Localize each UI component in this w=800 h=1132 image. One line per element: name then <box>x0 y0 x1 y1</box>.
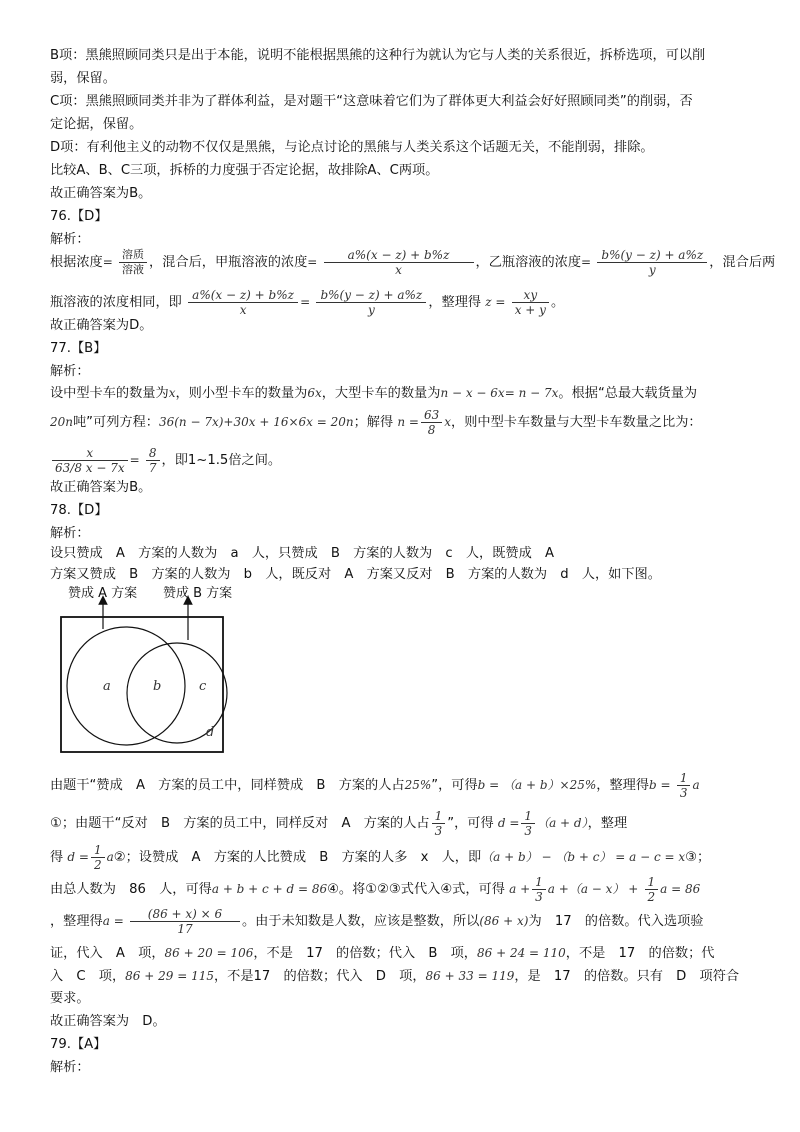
one-third-fraction: $\frac{1}{3}$ <box>432 809 446 838</box>
a-fraction: $\frac{(86 + x) \times 6}{17}$ <box>130 907 240 936</box>
ratio-fraction: $\frac{x}{63/8 x - 7x}$ <box>52 446 128 475</box>
text-line: 故正确答案为B。 <box>50 186 152 201</box>
analysis-heading: 解析： <box>50 1060 90 1075</box>
circle-a <box>67 627 185 745</box>
one-half-fraction: $\frac{1}{2}$ <box>91 843 105 872</box>
region-c: c <box>199 679 207 694</box>
text-line: D项：有利他主义的动物不仅仅是黑熊，与论点讨论的黑熊与人类关系这个话题无关，不能削弱，排除。 <box>50 140 654 155</box>
question-number: 77.【B】 <box>50 341 107 356</box>
text-line: 方案又赞成 B 方案的人数为 b 人，既反对 A 方案又反对 B 方案的人数为 d 人，如下图。 <box>50 567 661 582</box>
q78-line-2: ①；由题干“反对 B 方案的员工中，同样反对 A 方案的人占 $\frac{1}{3}$ ”，可得 d = $\frac{1}{3}$ （a + d），整理 <box>50 808 628 838</box>
jia-fraction-2: $\frac{a\%(x - z) + b\%z}{x}$ <box>188 288 298 317</box>
one-third-fraction: $\frac{1}{3}$ <box>677 771 691 800</box>
text-line: 设只赞成 A 方案的人数为 a 人，只赞成 B 方案的人数为 c 人，既赞成 A <box>50 546 554 561</box>
jia-fraction: $\frac{a\%(x - z) + b\%z}{x}$ <box>324 248 474 277</box>
q78-line-7: 入 C 项，86 + 29 = 115，不是17 的倍数；代入 D 项，86 + 33 = 119，是 17 的倍数。只有 D 项符合 <box>50 969 740 984</box>
text-line: 要求。 <box>50 991 90 1006</box>
yi-fraction: $\frac{b\%(y - z) + a\%z}{y}$ <box>597 248 707 277</box>
q77-line-1: 设中型卡车的数量为x，则小型卡车的数量为6x，大型卡车的数量为n − x − 6x= n − 7x。根据“总最大载货量为 <box>50 386 698 401</box>
region-a: a <box>103 679 111 694</box>
q78-line-4: 由总人数为 86 人，可得a + b + c + d = 86④。将①②③式代入④式，可得 a + $\frac{1}{3}$ a +（a − x） + $\frac{1}{2}$ a = 86 <box>50 874 701 904</box>
text-line: 故正确答案为B。 <box>50 480 152 495</box>
analysis-heading: 解析： <box>50 232 90 247</box>
yi-fraction-2: $\frac{b\%(y - z) + a\%z}{y}$ <box>316 288 426 317</box>
one-half-fraction: $\frac{1}{2}$ <box>645 875 659 904</box>
label-support-a: 赞成 A 方案 <box>68 586 138 601</box>
region-d: d <box>206 725 215 740</box>
venn-diagram <box>50 582 250 762</box>
one-third-fraction: $\frac{1}{3}$ <box>532 875 546 904</box>
question-number: 76.【D】 <box>50 209 108 224</box>
question-number: 79.【A】 <box>50 1037 107 1052</box>
text-line: 弱，保留。 <box>50 71 116 86</box>
concentration-fraction: $\frac{\text{溶质}}{\text{溶液}}$ <box>119 248 147 277</box>
q77-line-2: 20n吨”可列方程：36(n − 7x)+30x + 16×6x = 20n；解得 n = $\frac{63}{8}$ x，则中型卡车数量与大型卡车数量之比为： <box>50 407 702 437</box>
region-b: b <box>153 679 162 694</box>
q76-line-2: 瓶溶液的浓度相同，即 $\frac{a\%(x - z) + b\%z}{x}$ = $\frac{b\%(y - z) + a\%z}{y}$ ，整理得 z = $\frac{xy}{x + y}$ 。 <box>50 287 565 317</box>
question-number: 78.【D】 <box>50 503 108 518</box>
z-fraction: $\frac{xy}{x + y}$ <box>512 288 549 317</box>
answer-fraction: $\frac{8}{7}$ <box>146 446 160 475</box>
q78-line-1: 由题干“赞成 A 方案的员工中，同样赞成 B 方案的人占25%”，可得b = （a + b）×25%，整理得b = $\frac{1}{3}$ a <box>50 770 700 800</box>
text-line: 故正确答案为D。 <box>50 318 153 333</box>
q78-line-6: 证，代入 A 项，86 + 20 = 106，不是 17 的倍数；代入 B 项，86 + 24 = 110，不是 17 的倍数；代 <box>50 946 715 961</box>
analysis-heading: 解析： <box>50 526 90 541</box>
n-fraction: $\frac{63}{8}$ <box>421 408 442 437</box>
one-third-fraction: $\frac{1}{3}$ <box>521 809 535 838</box>
q78-line-5: ，整理得a = $\frac{(86 + x) \times 6}{17}$ 。由于未知数是人数，应该是整数，所以(86 + x)为 17 的倍数。代入选项验 <box>50 906 704 936</box>
text-line: 定论据，保留。 <box>50 117 143 132</box>
text-line: C项：黑熊照顾同类并非为了群体利益，是对题干“这意味着它们为了群体更大利益会好好照顾同类”的削弱，否 <box>50 94 693 109</box>
q77-line-3: $\frac{x}{63/8 x - 7x}$ = $\frac{8}{7}$ ，即1~1.5倍之间。 <box>50 440 762 481</box>
text-line: 故正确答案为 D。 <box>50 1014 166 1029</box>
analysis-heading: 解析： <box>50 364 90 379</box>
q76-line-1: 根据浓度= $\frac{\text{溶质}}{\text{溶液}}$ ，混合后，甲瓶溶液的浓度= $\frac{a\%(x - z) + b\%z}{x}$ ，乙瓶溶液的浓度= $\frac{b\%(y - z) + a\%z}{y}$ ，混合后两 <box>50 247 776 277</box>
text-line: B项：黑熊照顾同类只是出于本能，说明不能根据黑熊的这种行为就认为它与人类的关系很近，拆桥选项，可以削 <box>50 48 706 63</box>
q78-line-3: 得 d = $\frac{1}{2}$ a②；设赞成 A 方案的人比赞成 B 方案的人多 x 人，即（a + b） − （b + c） = a − c = x③； <box>50 842 711 872</box>
venn-svg <box>50 582 250 762</box>
text-line: 比较A、B、C三项，拆桥的力度强于否定论据，故排除A、C两项。 <box>50 163 439 178</box>
label-support-b: 赞成 B 方案 <box>163 586 233 601</box>
